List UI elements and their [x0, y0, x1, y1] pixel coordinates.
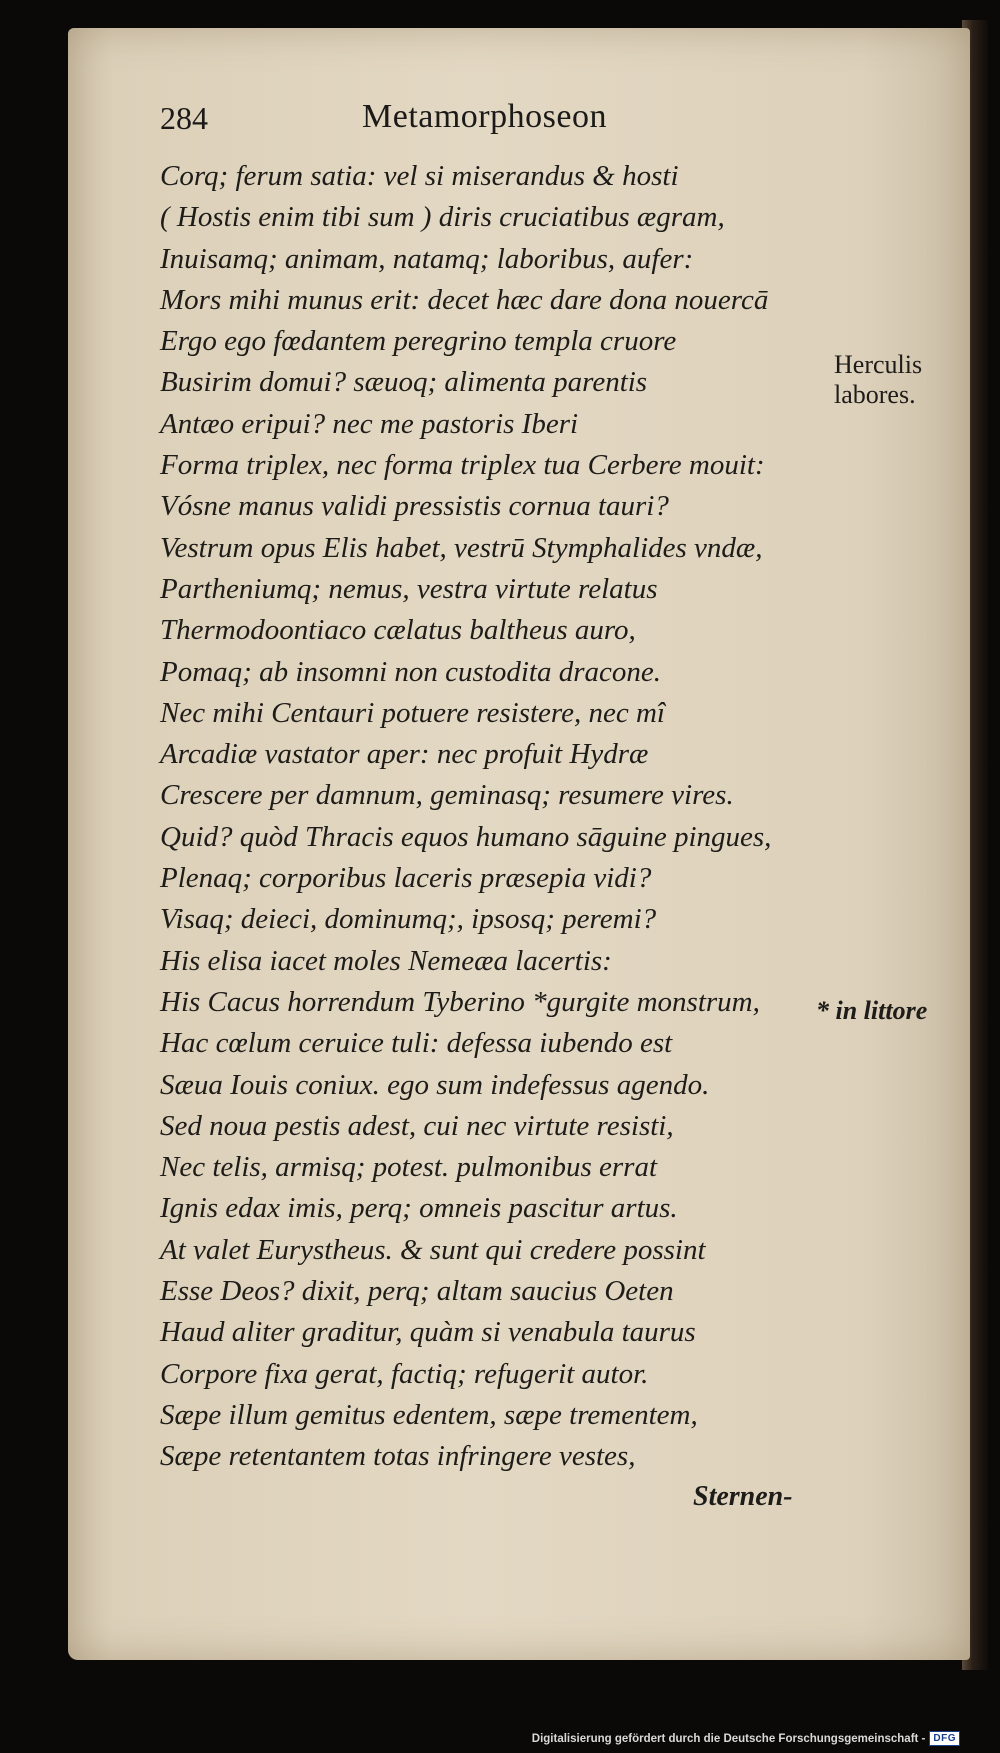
margin-note-hercules [834, 350, 922, 410]
verse-line: Busirim domui? sæuoq; alimenta parentis [160, 366, 648, 399]
verse-line: Haud aliter graditur, quàm si venabula taurus [160, 1316, 696, 1349]
verse-line: Plenaq; corporibus laceris præsepia vidi? [160, 862, 652, 895]
verse-line: Sæpe illum gemitus edentem, sæpe trementem, [160, 1398, 698, 1431]
verse-line: Corpore fixa gerat, factiq; refugerit autor. [160, 1357, 649, 1390]
verse-line: Ignis edax imis, perq; omneis pascitur artus. [160, 1192, 678, 1225]
digitization-footer [532, 1731, 960, 1746]
verse-line: Visaq; deieci, dominumq;, ipsosq; peremi? [160, 903, 657, 936]
verse-line: Corq; ferum satia: vel si miserandus & hosti [160, 160, 679, 192]
margin-note-line: Herculis [834, 350, 923, 379]
verse-line: Quid? quòd Thracis equos humano sāguine pingues, [160, 820, 772, 853]
verse-line: Pomaq; ab insomni non custodita dracone. [160, 655, 662, 688]
verse-line: Thermodoontiaco cælatus baltheus auro, [160, 614, 636, 647]
margin-note-star: * in littore [816, 996, 928, 1025]
verse-line: His elisa iacet moles Nemeæa lacertis: [160, 944, 612, 977]
verse-line: Ergo ego fœdantem peregrino templa cruore [160, 325, 677, 358]
verse-line: Nec telis, armisq; potest. pulmonibus errat [160, 1151, 658, 1184]
verse-block [160, 156, 820, 1478]
verse-line: Nec mihi Centauri potuere resistere, nec mî [160, 696, 665, 729]
verse-line: Hac cœlum ceruice tuli: defessa iubendo est [160, 1027, 673, 1060]
verse-line: At valet Eurystheus. & sunt qui credere possint [160, 1233, 706, 1266]
verse-line: Arcadiæ vastator aper: nec profuit Hydræ [160, 738, 649, 771]
page-number: 284 [160, 100, 208, 136]
verse-line: Inuisamq; animam, natamq; laboribus, aufer: [160, 242, 694, 275]
verse-line: ( Hostis enim tibi sum ) diris cruciatibus ægram, [160, 201, 725, 234]
verse-line: Crescere per damnum, geminasq; resumere vires. [160, 779, 734, 812]
verse-line: Vósne manus validi pressistis cornua tauri? [160, 490, 669, 523]
running-head: Metamorphoseon [362, 98, 607, 135]
catchword: Sternen- [693, 1481, 793, 1512]
verse-line: His Cacus horrendum Tyberino *gurgite monstrum, [160, 985, 760, 1018]
footer-text: Digitalisierung gefördert durch die Deutsche Forschungsgemeinschaft - [531, 1732, 926, 1745]
dfg-logo-icon: DFG [929, 1731, 960, 1746]
verse-line: Mors mihi munus erit: decet hæc dare dona nouercā [160, 283, 769, 316]
margin-note-line: labores. [834, 380, 916, 409]
verse-line: Vestrum opus Elis habet, vestrū Stymphalides vndæ, [160, 531, 763, 564]
verse-line: Sed noua pestis adest, cui nec virtute resisti, [160, 1109, 674, 1142]
verse-line: Antæo eripui? nec me pastoris Iberi [160, 407, 579, 440]
verse-line: Sæua Iouis coniux. ego sum indefessus agendo. [160, 1068, 710, 1101]
verse-line: Forma triplex, nec forma triplex tua Cerbere mouit: [160, 449, 765, 482]
verse-line: Esse Deos? dixit, perq; altam saucius Oeten [160, 1275, 674, 1308]
verse-line: Sæpe retentantem totas infringere vestes, [160, 1440, 636, 1473]
verse-line: Partheniumq; nemus, vestra virtute relatus [160, 572, 658, 605]
